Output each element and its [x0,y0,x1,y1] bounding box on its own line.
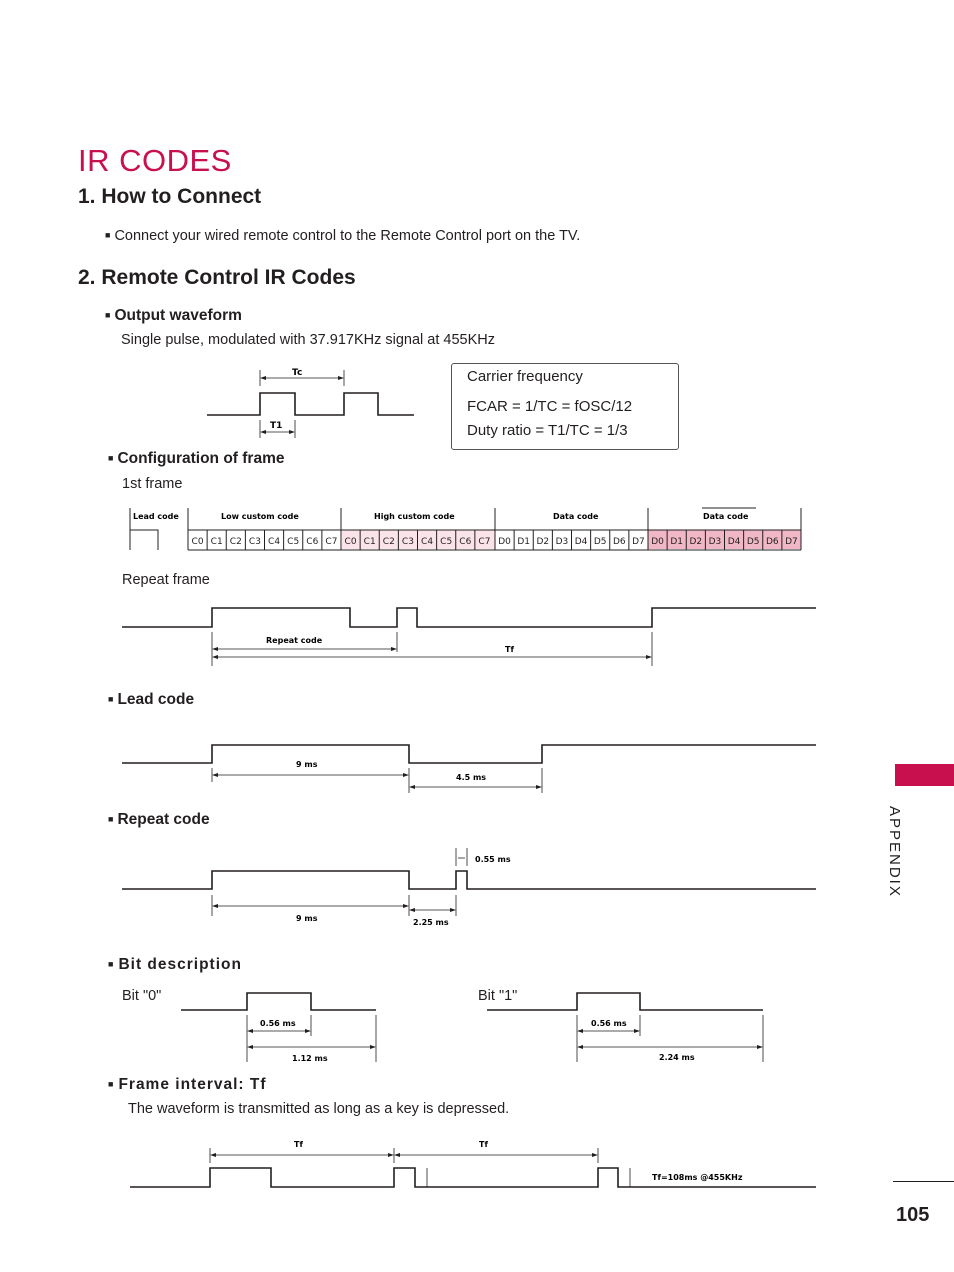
data-bit-0: D0 [498,537,511,547]
section-heading-ir-codes: 2. Remote Control IR Codes [78,266,356,289]
bullet-icon: ■ [108,814,114,824]
tc-label: Tc [292,368,303,378]
lead-45ms-label: 4.5 ms [456,773,487,782]
configuration-heading-text: Configuration of frame [117,450,285,467]
group-label-high-custom: High custom code [374,512,455,521]
repeat-code-heading-text: Repeat code [117,811,210,828]
low-custom-bit-0: C0 [191,537,204,547]
bit-description-heading-text: Bit description [118,956,242,973]
low-custom-bit-5: C5 [287,537,300,547]
repeat-code-heading [108,811,210,829]
frame-table [130,508,801,550]
bullet-icon: ■ [108,453,114,463]
data-inverted-bit-6: D6 [765,537,779,547]
lead-9ms-label: 9 ms [296,760,318,769]
lead-code-heading-text: Lead code [117,691,195,708]
bullet-icon: ■ [108,959,115,969]
group-label-data-inverted: Data code [703,512,749,521]
frame-interval-description: The waveform is transmitted as long as a key is depressed. [128,1101,510,1117]
bit-description-heading [108,956,242,974]
output-waveform-description: Single pulse, modulated with 37.917KHz signal at 455KHz [121,332,496,348]
lead-code-signal [122,745,816,763]
lead-code-heading [108,691,194,709]
carrier-frequency-box [451,363,679,450]
bullet-icon: ■ [108,694,114,704]
output-waveform-heading-text: Output waveform [114,307,242,324]
group-label-data: Data code [553,512,599,521]
data-inverted-bit-1: D1 [670,537,684,547]
bit1-signal [487,993,763,1010]
data-bit-6: D6 [612,537,626,547]
high-custom-bit-6: C6 [459,537,472,547]
data-bit-1: D1 [517,537,531,547]
high-custom-bit-3: C3 [401,537,414,547]
repeat-9ms-label: 9 ms [296,914,318,923]
frame-interval-heading [108,1076,267,1094]
group-label-lead: Lead code [133,512,179,521]
t1-label: T1 [270,421,283,431]
frame-interval-heading-text: Frame interval: Tf [118,1076,267,1093]
repeat-055ms-label: 0.55 ms [475,855,511,864]
page-number: 105 [896,1204,930,1226]
page-title: IR CODES [78,143,232,178]
bullet-icon: ■ [105,230,111,240]
high-custom-bit-7: C7 [478,537,491,547]
section-heading-how-to-connect: 1. How to Connect [78,185,262,208]
repeat-code-signal [122,871,816,889]
fcar-formula: FCAR = 1/TC = fOSC/12 [467,398,633,415]
repeat-frame-label: Repeat frame [122,572,210,588]
data-inverted-bit-0: D0 [651,537,664,547]
output-waveform-signal [207,393,414,415]
configuration-heading [108,450,285,468]
data-bit-2: D2 [536,537,550,547]
repeat-code-label: Repeat code [266,636,323,645]
data-inverted-bit-5: D5 [746,537,760,547]
frame-tf1-label: Tf [294,1140,303,1149]
appendix-label: APPENDIX [886,806,903,898]
low-custom-bit-1: C1 [210,537,223,547]
bit0-period-label: 1.12 ms [292,1054,328,1063]
data-inverted-bit-3: D3 [708,537,722,547]
bit0-label: Bit "0" [122,988,162,1004]
appendix-tab [895,764,954,786]
bullet-icon: ■ [105,310,111,320]
bit1-high-label: 0.56 ms [591,1019,627,1028]
carrier-frequency-title: Carrier frequency [467,368,583,385]
high-custom-bit-0: C0 [344,537,357,547]
data-inverted-bit-4: D4 [727,537,741,547]
frame-tf2-label: Tf [479,1140,488,1149]
bit1-label: Bit "1" [478,988,518,1004]
high-custom-bit-4: C4 [421,537,434,547]
bit0-high-label: 0.56 ms [260,1019,296,1028]
low-custom-bit-3: C3 [248,537,261,547]
data-inverted-bit-2: D2 [689,537,703,547]
data-inverted-bit-7: D7 [785,537,798,547]
bit1-period-label: 2.24 ms [659,1053,695,1062]
repeat-frame-signal [122,608,816,627]
bit0-signal [181,993,376,1010]
group-label-low-custom: Low custom code [221,512,299,521]
high-custom-bit-1: C1 [363,537,376,547]
low-custom-bit-2: C2 [229,537,242,547]
bullet-icon: ■ [108,1079,115,1089]
first-frame-label: 1st frame [122,476,183,492]
data-bit-3: D3 [555,537,569,547]
frame-tf-note: Tf=108ms @455KHz [652,1173,743,1182]
data-bit-7: D7 [632,537,645,547]
low-custom-bit-4: C4 [268,537,281,547]
repeat-225ms-label: 2.25 ms [413,918,449,927]
high-custom-bit-2: C2 [382,537,395,547]
connect-instruction-text: Connect your wired remote control to the Remote Control port on the TV. [114,228,581,244]
page-number-rule [893,1181,954,1182]
data-bit-5: D5 [593,537,607,547]
low-custom-bit-6: C6 [306,537,319,547]
high-custom-bit-5: C5 [440,537,453,547]
duty-ratio-formula: Duty ratio = T1/TC = 1/3 [467,422,628,439]
tf-label: Tf [505,645,514,654]
low-custom-bit-7: C7 [325,537,338,547]
data-bit-4: D4 [574,537,588,547]
